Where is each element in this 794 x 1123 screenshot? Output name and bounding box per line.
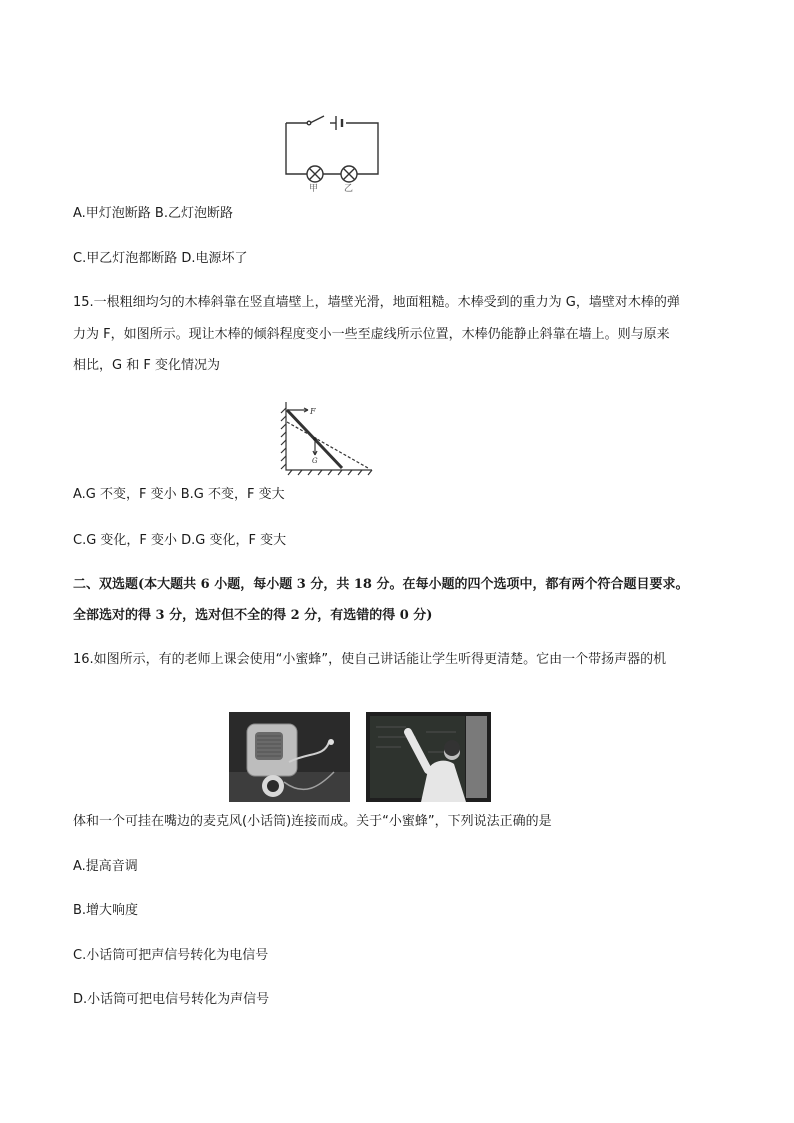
q16-option-a: A.提高音调 <box>73 859 138 874</box>
amplifier-photo <box>229 712 350 802</box>
section2-heading-line2: 全部选对的得 3 分，选对但不全的得 2 分，有选错的得 0 分) <box>73 608 433 623</box>
section2-heading-line1: 二、双选题(本大题共 6 小题，每小题 3 分，共 18 分。在每小题的四个选项中，都有两个符合题目要求。 <box>73 577 689 592</box>
q16-option-b: B.增大响度 <box>73 903 139 918</box>
teacher-photo <box>366 712 491 802</box>
q15-options-line1: A.G 不变，F 变小 B.G 不变，F 变大 <box>73 487 285 502</box>
q16-option-d: D.小话筒可把电信号转化为声信号 <box>73 992 270 1007</box>
q16-stem-line2: 体和一个可挂在嘴边的麦克风(小话筒)连接而成。关于“小蜜蜂”，下列说法正确的是 <box>73 814 552 829</box>
q14-options-line1: A.甲灯泡断路 B.乙灯泡断路 <box>73 206 233 221</box>
q16-option-c: C.小话筒可把声信号转化为电信号 <box>73 948 269 963</box>
q16-stem-line1: 16.如图所示，有的老师上课会使用“小蜜蜂”，使自己讲话能让学生听得更清楚。它由一个带扬声器的机 <box>73 652 667 667</box>
q15-stem-line3: 相比，G 和 F 变化情况为 <box>73 358 220 373</box>
q15-stem-line1: 15.一根粗细均匀的木棒斜靠在竖直墙壁上，墙壁光滑，地面粗糙。木棒受到的重力为 G，墙壁对木棒的弹 <box>73 295 680 310</box>
weight-g-label: G <box>312 457 318 465</box>
q14-options-line2: C.甲乙灯泡都断路 D.电源坏了 <box>73 251 248 266</box>
q15-stem-line2: 力为 F，如图所示。现让木棒的倾斜程度变小一些至虚线所示位置，木棒仍能静止斜靠在墙上。则与原来 <box>73 327 670 342</box>
circuit-diagram <box>278 108 388 193</box>
force-f-label: F <box>310 407 316 416</box>
stick-wall-diagram <box>280 400 376 476</box>
q15-options-line2: C.G 变化，F 变小 D.G 变化，F 变大 <box>73 533 287 548</box>
lamp-label-jia: 甲 <box>309 184 319 193</box>
lamp-label-yi: 乙 <box>344 184 354 193</box>
